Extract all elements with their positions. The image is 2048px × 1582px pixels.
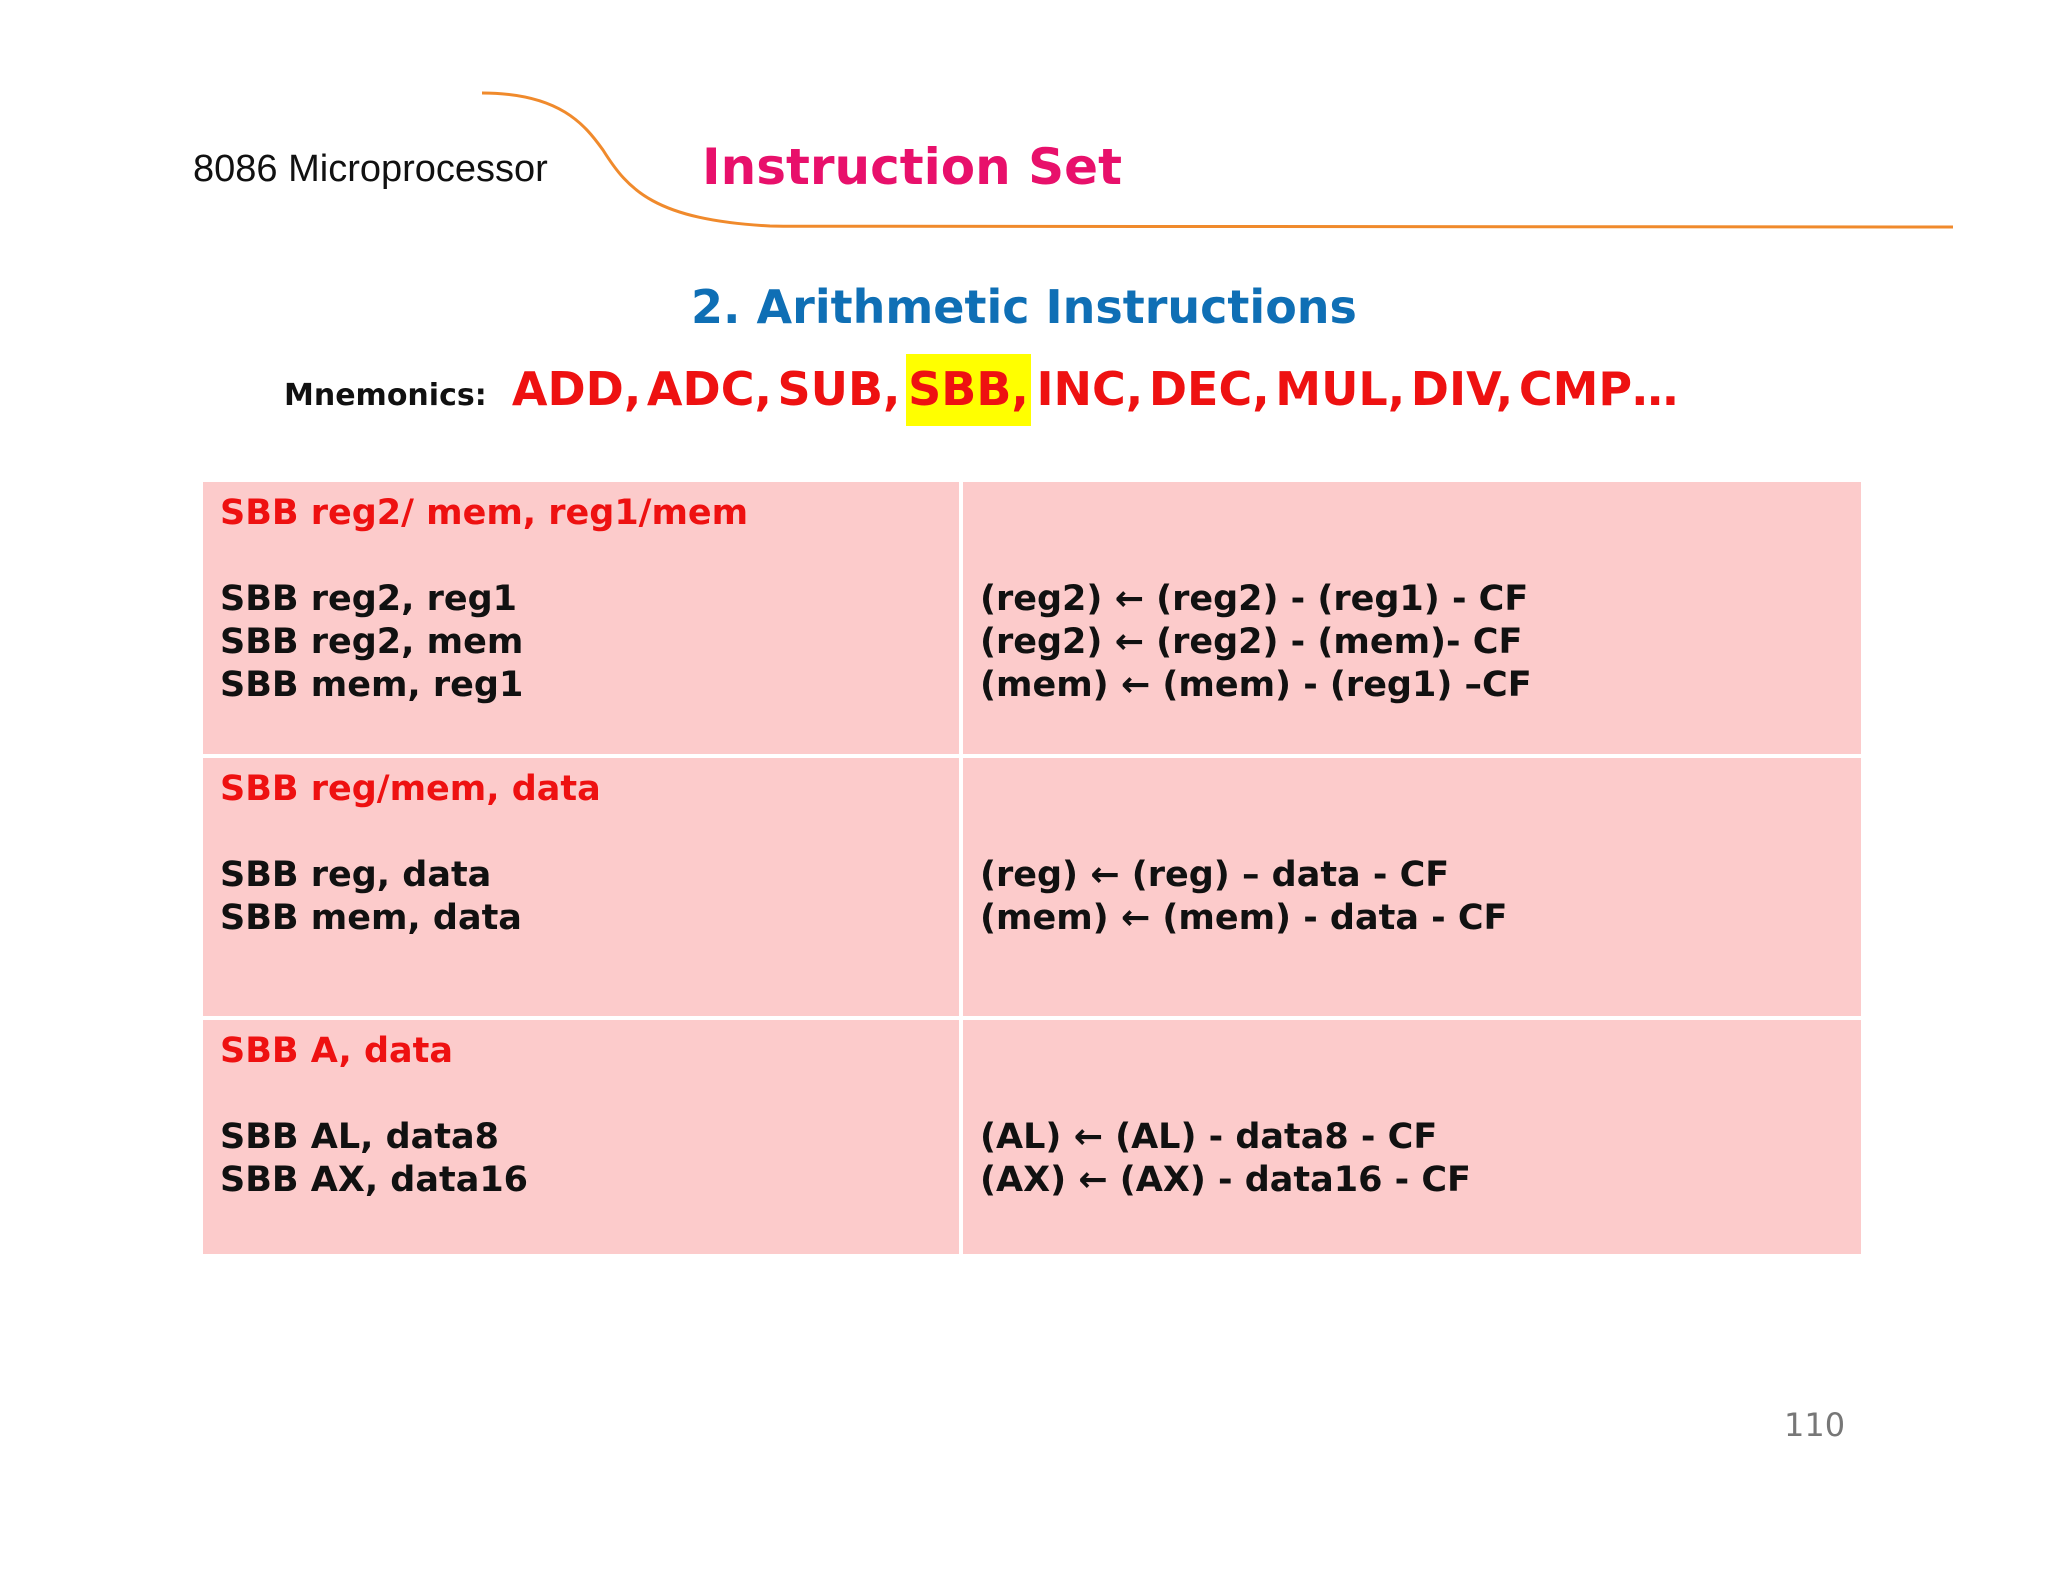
operation-text: (AX) ← (AX) - data16 - CF <box>980 1160 1471 1200</box>
operation-text: (mem) ← (mem) - data - CF <box>980 898 1508 938</box>
mnemonic-mul: MUL, <box>1275 362 1406 416</box>
operation-text: (reg) ← (reg) – data - CF <box>980 855 1450 895</box>
mnemonics-line <box>284 362 1678 416</box>
mnemonic-inc: INC, <box>1036 362 1144 416</box>
instruction-form: SBB AL, data8 <box>220 1117 499 1157</box>
mnemonic-cmp: CMP… <box>1518 362 1679 416</box>
course-title: 8086 Microprocessor <box>193 148 548 190</box>
table-cell-operation <box>963 758 1861 1016</box>
section-title: Instruction Set <box>702 138 1122 196</box>
instruction-syntax: SBB reg/mem, data <box>220 769 601 809</box>
table-cell-operation <box>963 482 1861 754</box>
page-number: 110 <box>1784 1406 1846 1444</box>
slide-subtitle: 2. Arithmetic Instructions <box>691 280 1357 334</box>
operation-text: (reg2) ← (reg2) - (mem)- CF <box>980 622 1523 662</box>
mnemonic-add: ADD, <box>511 362 642 416</box>
mnemonic-adc: ADC, <box>646 362 772 416</box>
instruction-syntax: SBB reg2/ mem, reg1/mem <box>220 493 749 533</box>
mnemonic-dec: DEC, <box>1148 362 1270 416</box>
table-cell-instruction <box>203 1020 959 1254</box>
table-row <box>203 1020 1861 1254</box>
operation-text: (reg2) ← (reg2) - (reg1) - CF <box>980 579 1529 619</box>
header-decoration-curve <box>0 0 2048 260</box>
instruction-form: SBB mem, reg1 <box>220 665 524 705</box>
mnemonic-sub: SUB, <box>777 362 901 416</box>
instruction-form: SBB AX, data16 <box>220 1160 529 1200</box>
instruction-form: SBB mem, data <box>220 898 522 938</box>
operation-text: (AL) ← (AL) - data8 - CF <box>980 1117 1438 1157</box>
instruction-form: SBB reg, data <box>220 855 492 895</box>
instruction-form: SBB reg2, reg1 <box>220 579 518 619</box>
table-cell-instruction <box>203 482 959 754</box>
table-cell-instruction <box>203 758 959 1016</box>
table-row <box>203 758 1861 1016</box>
mnemonic-sbb-highlighted: SBB, <box>906 354 1031 426</box>
instruction-form: SBB reg2, mem <box>220 622 524 662</box>
instruction-syntax: SBB A, data <box>220 1031 453 1071</box>
mnemonics-label: Mnemonics: <box>284 378 487 413</box>
mnemonic-div: DIV, <box>1410 362 1514 416</box>
instruction-table <box>203 482 1861 1258</box>
operation-text: (mem) ← (mem) - (reg1) –CF <box>980 665 1532 705</box>
table-row <box>203 482 1861 754</box>
table-cell-operation <box>963 1020 1861 1254</box>
